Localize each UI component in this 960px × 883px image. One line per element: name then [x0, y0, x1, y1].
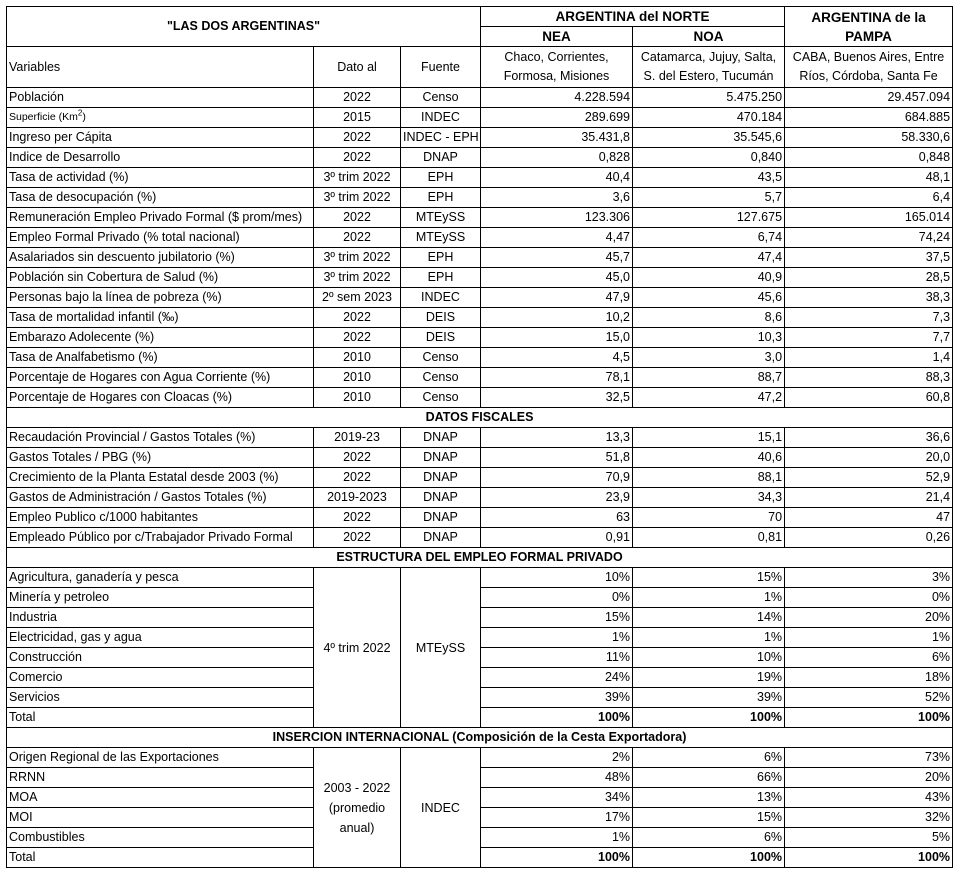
dato-al-cell: 3º trim 2022 [314, 188, 401, 208]
las-dos-argentinas-table [6, 6, 953, 868]
dato-al-cell: 2010 [314, 368, 401, 388]
argentina-pampa-header: ARGENTINA de la PAMPA [785, 7, 953, 47]
nea-value: 40,4 [481, 168, 633, 188]
nea-value: 100% [481, 848, 633, 868]
noa-value: 6,74 [633, 228, 785, 248]
fuente-cell: INDEC [401, 108, 481, 128]
dato-al-header: Dato al [314, 47, 401, 88]
fuente-cell: DNAP [401, 148, 481, 168]
nea-value: 3,6 [481, 188, 633, 208]
pampa-value: 21,4 [785, 488, 953, 508]
variable-label: Combustibles [7, 828, 314, 848]
nea-value: 17% [481, 808, 633, 828]
pampa-value: 52,9 [785, 468, 953, 488]
noa-value: 47,4 [633, 248, 785, 268]
variable-label: Asalariados sin descuento jubilatorio (%) [7, 248, 314, 268]
table-row [7, 128, 953, 148]
dato-al-cell: 2022 [314, 128, 401, 148]
table-title: "LAS DOS ARGENTINAS" [7, 7, 481, 47]
nea-value: 0,91 [481, 528, 633, 548]
table-row [7, 568, 953, 588]
variable-label: Población sin Cobertura de Salud (%) [7, 268, 314, 288]
table-row [7, 388, 953, 408]
pampa-value: 74,24 [785, 228, 953, 248]
fuente-cell: INDEC - EPH [401, 128, 481, 148]
noa-value: 5,7 [633, 188, 785, 208]
nea-value: 2% [481, 748, 633, 768]
fuente-cell: INDEC [401, 288, 481, 308]
dato-al-cell: 2022 [314, 208, 401, 228]
dato-al-cell: 2022 [314, 508, 401, 528]
insercion-internacional-row [7, 728, 953, 748]
pampa-value: 29.457.094 [785, 88, 953, 108]
variable-label: Embarazo Adolecente (%) [7, 328, 314, 348]
nea-value: 123.306 [481, 208, 633, 228]
pampa-value: 0,26 [785, 528, 953, 548]
dato-al-cell: 2010 [314, 348, 401, 368]
fuente-header: Fuente [401, 47, 481, 88]
table-row [7, 168, 953, 188]
fuente-cell: DNAP [401, 488, 481, 508]
fuente-cell: DEIS [401, 328, 481, 348]
pampa-value: 684.885 [785, 108, 953, 128]
variable-label: RRNN [7, 768, 314, 788]
variable-label: Servicios [7, 688, 314, 708]
pampa-value: 20% [785, 608, 953, 628]
noa-value: 1% [633, 588, 785, 608]
pampa-value: 6% [785, 648, 953, 668]
variable-label: Industria [7, 608, 314, 628]
pampa-value: 38,3 [785, 288, 953, 308]
table-row [7, 528, 953, 548]
variables-header: Variables [7, 47, 314, 88]
pampa-value: 7,3 [785, 308, 953, 328]
noa-value: 6% [633, 748, 785, 768]
noa-value: 47,2 [633, 388, 785, 408]
variable-label [7, 108, 314, 128]
dato-al-cell: 2º sem 2023 [314, 288, 401, 308]
variable-label: Tasa de mortalidad infantil (‰) [7, 308, 314, 328]
table-row [7, 488, 953, 508]
pampa-value: 58.330,6 [785, 128, 953, 148]
dato-al-cell: 2022 [314, 88, 401, 108]
dato-al-cell: 2022 [314, 228, 401, 248]
variable-label: Gastos Totales / PBG (%) [7, 448, 314, 468]
pampa-value: 0% [785, 588, 953, 608]
insercion-internacional-dato-al: 2003 - 2022 (promedio anual) [314, 748, 401, 868]
estructura-empleo-title: ESTRUCTURA DEL EMPLEO FORMAL PRIVADO [7, 548, 953, 568]
variable-label: Porcentaje de Hogares con Cloacas (%) [7, 388, 314, 408]
variable-label: Total [7, 848, 314, 868]
dato-al-cell: 2022 [314, 148, 401, 168]
noa-value: 35.545,6 [633, 128, 785, 148]
dato-al-cell: 3º trim 2022 [314, 168, 401, 188]
pampa-value: 52% [785, 688, 953, 708]
estructura-empleo-row [7, 548, 953, 568]
variable-label: Origen Regional de las Exportaciones [7, 748, 314, 768]
table-row [7, 208, 953, 228]
pampa-value: 1% [785, 628, 953, 648]
variable-label-close: ) [82, 111, 86, 123]
noa-value: 66% [633, 768, 785, 788]
noa-value: 13% [633, 788, 785, 808]
variable-label: Tasa de Analfabetismo (%) [7, 348, 314, 368]
pampa-value: 20% [785, 768, 953, 788]
variable-label: Indice de Desarrollo [7, 148, 314, 168]
fuente-cell: DNAP [401, 528, 481, 548]
table-row [7, 248, 953, 268]
noa-header: NOA [633, 27, 785, 47]
noa-value: 100% [633, 848, 785, 868]
variable-label: Agricultura, ganadería y pesca [7, 568, 314, 588]
noa-value: 39% [633, 688, 785, 708]
noa-value: 1% [633, 628, 785, 648]
superscript: 2 [77, 108, 83, 118]
nea-value: 35.431,8 [481, 128, 633, 148]
nea-value: 10,2 [481, 308, 633, 328]
variable-label: Comercio [7, 668, 314, 688]
dato-al-cell: 2010 [314, 388, 401, 408]
table-row [7, 508, 953, 528]
table-row [7, 148, 953, 168]
nea-value: 63 [481, 508, 633, 528]
pampa-value: 3% [785, 568, 953, 588]
nea-value: 289.699 [481, 108, 633, 128]
dato-al-cell: 2015 [314, 108, 401, 128]
table-row [7, 268, 953, 288]
noa-value: 70 [633, 508, 785, 528]
variable-label: Empleado Público por c/Trabajador Privado Formal [7, 528, 314, 548]
pampa-value: 1,4 [785, 348, 953, 368]
nea-value: 13,3 [481, 428, 633, 448]
nea-header: NEA [481, 27, 633, 47]
noa-value: 6% [633, 828, 785, 848]
nea-value: 78,1 [481, 368, 633, 388]
variable-label: Remuneración Empleo Privado Formal ($ prom/mes) [7, 208, 314, 228]
noa-value: 127.675 [633, 208, 785, 228]
fuente-cell: DNAP [401, 448, 481, 468]
table-row [7, 348, 953, 368]
variable-label: Electricidad, gas y agua [7, 628, 314, 648]
pampa-value: 7,7 [785, 328, 953, 348]
noa-value: 15% [633, 568, 785, 588]
nea-value: 11% [481, 648, 633, 668]
estructura-empleo-fuente: MTEySS [401, 568, 481, 728]
table-row [7, 288, 953, 308]
nea-value: 32,5 [481, 388, 633, 408]
fuente-cell: Censo [401, 388, 481, 408]
variable-label-text: Superficie (Km [9, 111, 78, 123]
variable-label: Personas bajo la línea de pobreza (%) [7, 288, 314, 308]
variable-label: Empleo Formal Privado (% total nacional) [7, 228, 314, 248]
nea-value: 4.228.594 [481, 88, 633, 108]
dato-al-cell: 2022 [314, 308, 401, 328]
dato-al-cell: 2022 [314, 328, 401, 348]
noa-value: 14% [633, 608, 785, 628]
noa-value: 0,81 [633, 528, 785, 548]
datos-fiscales-row [7, 408, 953, 428]
pampa-value: 48,1 [785, 168, 953, 188]
variable-label: Empleo Publico c/1000 habitantes [7, 508, 314, 528]
nea-value: 4,47 [481, 228, 633, 248]
dato-al-cell: 2022 [314, 448, 401, 468]
pampa-value: 73% [785, 748, 953, 768]
table-row [7, 328, 953, 348]
noa-value: 40,9 [633, 268, 785, 288]
pampa-value: 60,8 [785, 388, 953, 408]
argentina-norte-header: ARGENTINA del NORTE [481, 7, 785, 27]
variable-label: Crecimiento de la Planta Estatal desde 2003 (%) [7, 468, 314, 488]
table-row [7, 228, 953, 248]
pampa-value: 88,3 [785, 368, 953, 388]
noa-value: 470.184 [633, 108, 785, 128]
variable-label: Minería y petroleo [7, 588, 314, 608]
table-row [7, 368, 953, 388]
pampa-provinces: CABA, Buenos Aires, Entre Ríos, Córdoba, Santa Fe [785, 47, 953, 88]
nea-value: 45,0 [481, 268, 633, 288]
nea-value: 34% [481, 788, 633, 808]
pampa-value: 47 [785, 508, 953, 528]
pampa-value: 165.014 [785, 208, 953, 228]
variable-label: Porcentaje de Hogares con Agua Corriente (%) [7, 368, 314, 388]
fuente-cell: DEIS [401, 308, 481, 328]
variable-label: Población [7, 88, 314, 108]
nea-value: 23,9 [481, 488, 633, 508]
table-row [7, 308, 953, 328]
noa-value: 10% [633, 648, 785, 668]
fuente-cell: DNAP [401, 508, 481, 528]
fuente-cell: MTEySS [401, 208, 481, 228]
fuente-cell: Censo [401, 368, 481, 388]
fuente-cell: MTEySS [401, 228, 481, 248]
data-table-container [6, 6, 953, 868]
nea-value: 10% [481, 568, 633, 588]
nea-value: 48% [481, 768, 633, 788]
insercion-internacional-fuente: INDEC [401, 748, 481, 868]
noa-provinces: Catamarca, Jujuy, Salta, S. del Estero, Tucumán [633, 47, 785, 88]
noa-value: 45,6 [633, 288, 785, 308]
table-row [7, 468, 953, 488]
fuente-cell: EPH [401, 168, 481, 188]
pampa-value: 20,0 [785, 448, 953, 468]
fuente-cell: EPH [401, 188, 481, 208]
fuente-cell: Censo [401, 348, 481, 368]
fuente-cell: DNAP [401, 468, 481, 488]
noa-value: 43,5 [633, 168, 785, 188]
noa-value: 15% [633, 808, 785, 828]
nea-value: 15,0 [481, 328, 633, 348]
table-row [7, 748, 953, 768]
variable-label: Construcción [7, 648, 314, 668]
nea-value: 47,9 [481, 288, 633, 308]
dato-al-cell: 3º trim 2022 [314, 248, 401, 268]
table-row [7, 428, 953, 448]
nea-value: 70,9 [481, 468, 633, 488]
dato-al-cell: 2022 [314, 528, 401, 548]
fuente-cell: DNAP [401, 428, 481, 448]
noa-value: 88,7 [633, 368, 785, 388]
variable-label: Ingreso per Cápita [7, 128, 314, 148]
nea-value: 51,8 [481, 448, 633, 468]
pampa-value: 5% [785, 828, 953, 848]
variable-label: Gastos de Administración / Gastos Totales (%) [7, 488, 314, 508]
noa-value: 40,6 [633, 448, 785, 468]
noa-value: 0,840 [633, 148, 785, 168]
noa-value: 100% [633, 708, 785, 728]
pampa-value: 32% [785, 808, 953, 828]
table-row [7, 88, 953, 108]
noa-value: 19% [633, 668, 785, 688]
variable-label: Recaudación Provincial / Gastos Totales (%) [7, 428, 314, 448]
table-row [7, 448, 953, 468]
nea-value: 1% [481, 828, 633, 848]
nea-value: 0,828 [481, 148, 633, 168]
pampa-value: 0,848 [785, 148, 953, 168]
noa-value: 5.475.250 [633, 88, 785, 108]
pampa-value: 100% [785, 708, 953, 728]
dato-al-cell: 2019-23 [314, 428, 401, 448]
nea-value: 4,5 [481, 348, 633, 368]
noa-value: 8,6 [633, 308, 785, 328]
dato-al-cell: 3º trim 2022 [314, 268, 401, 288]
pampa-value: 18% [785, 668, 953, 688]
variable-label: Total [7, 708, 314, 728]
datos-fiscales-title: DATOS FISCALES [7, 408, 953, 428]
dato-al-cell: 2019-2023 [314, 488, 401, 508]
noa-value: 10,3 [633, 328, 785, 348]
noa-value: 15,1 [633, 428, 785, 448]
nea-value: 15% [481, 608, 633, 628]
estructura-empleo-dato-al: 4º trim 2022 [314, 568, 401, 728]
pampa-value: 100% [785, 848, 953, 868]
dato-al-cell: 2022 [314, 468, 401, 488]
nea-value: 45,7 [481, 248, 633, 268]
pampa-value: 43% [785, 788, 953, 808]
variable-label: Tasa de actividad (%) [7, 168, 314, 188]
nea-value: 0% [481, 588, 633, 608]
nea-value: 100% [481, 708, 633, 728]
variable-label: MOA [7, 788, 314, 808]
insercion-internacional-title: INSERCION INTERNACIONAL (Composición de la Cesta Exportadora) [7, 728, 953, 748]
noa-value: 3,0 [633, 348, 785, 368]
nea-provinces: Chaco, Corrientes, Formosa, Misiones [481, 47, 633, 88]
nea-value: 1% [481, 628, 633, 648]
fuente-cell: EPH [401, 268, 481, 288]
fuente-cell: Censo [401, 88, 481, 108]
noa-value: 34,3 [633, 488, 785, 508]
noa-value: 88,1 [633, 468, 785, 488]
variable-label: Tasa de desocupación (%) [7, 188, 314, 208]
table-row [7, 108, 953, 128]
fuente-cell: EPH [401, 248, 481, 268]
pampa-value: 36,6 [785, 428, 953, 448]
nea-value: 24% [481, 668, 633, 688]
table-row [7, 188, 953, 208]
nea-value: 39% [481, 688, 633, 708]
pampa-value: 6,4 [785, 188, 953, 208]
variable-label: MOI [7, 808, 314, 828]
pampa-value: 28,5 [785, 268, 953, 288]
pampa-value: 37,5 [785, 248, 953, 268]
